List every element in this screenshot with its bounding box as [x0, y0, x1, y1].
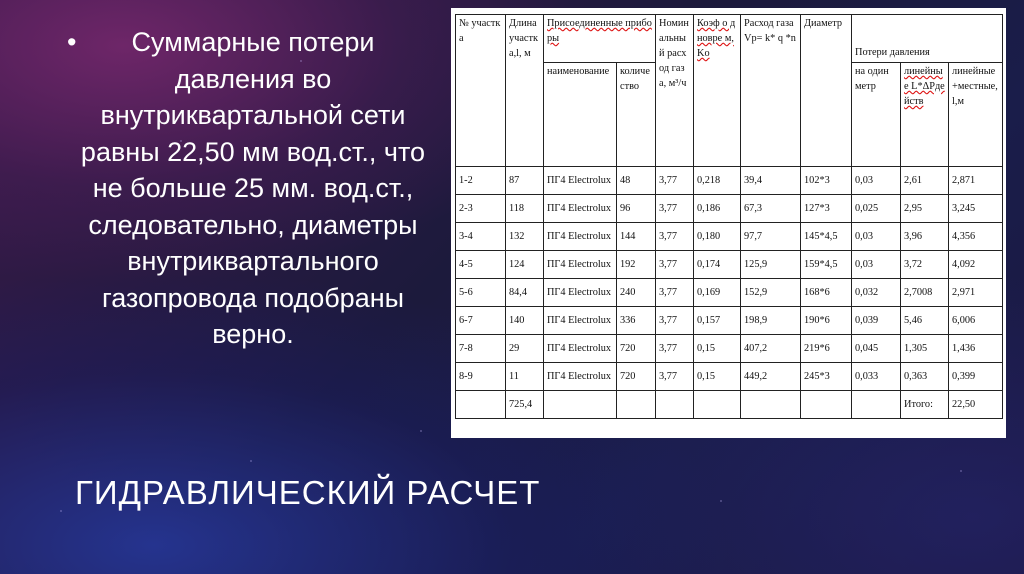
cell-coef: 0,15 [694, 363, 741, 391]
cell-device-count: 144 [617, 223, 656, 251]
header-coef-label: Коэф о дновре м,Ko [697, 18, 736, 59]
header-device-count: количество [617, 63, 656, 167]
header-diameter: Диаметр [801, 15, 852, 167]
cell-section: 5-6 [456, 279, 506, 307]
cell-coef: 0,180 [694, 223, 741, 251]
cell-length: 132 [506, 223, 544, 251]
cell-device-count: 720 [617, 363, 656, 391]
table-row [456, 223, 1003, 251]
cell-total: 3,245 [949, 195, 1003, 223]
cell-nominal: 3,77 [656, 307, 694, 335]
cell-nominal: 3,77 [656, 279, 694, 307]
cell-diameter: 245*3 [801, 363, 852, 391]
cell-empty [694, 391, 741, 419]
cell-flow: 97,7 [741, 223, 801, 251]
table-row [456, 195, 1003, 223]
cell-empty [456, 391, 506, 419]
cell-total: 2,971 [949, 279, 1003, 307]
cell-linear: 2,7008 [901, 279, 949, 307]
cell-empty [852, 391, 901, 419]
cell-length-sum: 725,4 [506, 391, 544, 419]
cell-device-name: ПГ4 Electrolux [544, 335, 617, 363]
hydraulic-calculation-table [455, 14, 1003, 419]
slide-title: ГИДРАВЛИЧЕСКИЙ РАСЧЕТ [75, 474, 541, 511]
cell-length: 87 [506, 167, 544, 195]
bullet-marker: • [67, 27, 77, 57]
cell-flow: 407,2 [741, 335, 801, 363]
header-losses: Потери давления [852, 15, 1003, 63]
cell-linear: 3,96 [901, 223, 949, 251]
table-row [456, 167, 1003, 195]
cell-device-count: 48 [617, 167, 656, 195]
cell-diameter: 102*3 [801, 167, 852, 195]
cell-device-count: 192 [617, 251, 656, 279]
summary-bullet [55, 24, 427, 353]
cell-per-meter: 0,045 [852, 335, 901, 363]
cell-flow: 449,2 [741, 363, 801, 391]
cell-section: 8-9 [456, 363, 506, 391]
cell-coef: 0,174 [694, 251, 741, 279]
cell-linear: 0,363 [901, 363, 949, 391]
cell-linear: 2,95 [901, 195, 949, 223]
cell-empty [656, 391, 694, 419]
cell-per-meter: 0,039 [852, 307, 901, 335]
cell-device-count: 720 [617, 335, 656, 363]
cell-device-count: 336 [617, 307, 656, 335]
cell-empty [544, 391, 617, 419]
cell-total: 4,092 [949, 251, 1003, 279]
cell-flow: 152,9 [741, 279, 801, 307]
table-row [456, 335, 1003, 363]
cell-length: 11 [506, 363, 544, 391]
cell-length: 140 [506, 307, 544, 335]
cell-total: 0,399 [949, 363, 1003, 391]
cell-flow: 125,9 [741, 251, 801, 279]
cell-nominal: 3,77 [656, 363, 694, 391]
cell-coef: 0,169 [694, 279, 741, 307]
header-loss-total: линейные+местные, l,м [949, 63, 1003, 167]
cell-device-name: ПГ4 Electrolux [544, 279, 617, 307]
cell-device-count: 240 [617, 279, 656, 307]
cell-section: 6-7 [456, 307, 506, 335]
header-loss-per-meter: на один метр [852, 63, 901, 167]
cell-total-value: 22,50 [949, 391, 1003, 419]
cell-nominal: 3,77 [656, 195, 694, 223]
cell-total: 2,871 [949, 167, 1003, 195]
cell-per-meter: 0,025 [852, 195, 901, 223]
cell-nominal: 3,77 [656, 223, 694, 251]
cell-total-label: Итого: [901, 391, 949, 419]
cell-diameter: 219*6 [801, 335, 852, 363]
cell-device-count: 96 [617, 195, 656, 223]
cell-diameter: 127*3 [801, 195, 852, 223]
cell-device-name: ПГ4 Electrolux [544, 167, 617, 195]
cell-per-meter: 0,033 [852, 363, 901, 391]
cell-empty [617, 391, 656, 419]
cell-diameter: 145*4,5 [801, 223, 852, 251]
header-devices [544, 15, 656, 63]
cell-coef: 0,186 [694, 195, 741, 223]
cell-empty [801, 391, 852, 419]
cell-device-name: ПГ4 Electrolux [544, 195, 617, 223]
header-devices-label: Присоединенные приборы [547, 18, 652, 44]
cell-length: 118 [506, 195, 544, 223]
cell-section: 7-8 [456, 335, 506, 363]
cell-device-name: ПГ4 Electrolux [544, 363, 617, 391]
cell-coef: 0,157 [694, 307, 741, 335]
cell-length: 124 [506, 251, 544, 279]
calculation-table-image [451, 8, 1006, 438]
cell-linear: 5,46 [901, 307, 949, 335]
cell-total: 6,006 [949, 307, 1003, 335]
cell-per-meter: 0,03 [852, 251, 901, 279]
cell-flow: 39,4 [741, 167, 801, 195]
cell-diameter: 190*6 [801, 307, 852, 335]
cell-diameter: 159*4,5 [801, 251, 852, 279]
cell-per-meter: 0,03 [852, 223, 901, 251]
cell-nominal: 3,77 [656, 335, 694, 363]
cell-device-name: ПГ4 Electrolux [544, 223, 617, 251]
header-flow: Расход газа Vр= k* q *n [741, 15, 801, 167]
table-row [456, 363, 1003, 391]
header-coef [694, 15, 741, 167]
cell-section: 2-3 [456, 195, 506, 223]
cell-empty [741, 391, 801, 419]
cell-section: 1-2 [456, 167, 506, 195]
cell-diameter: 168*6 [801, 279, 852, 307]
cell-total: 1,436 [949, 335, 1003, 363]
header-section: № участка [456, 15, 506, 167]
cell-section: 4-5 [456, 251, 506, 279]
cell-linear: 3,72 [901, 251, 949, 279]
cell-nominal: 3,77 [656, 251, 694, 279]
header-loss-linear-label: линейные L*ΔPдейств [904, 66, 945, 107]
summary-text: Суммарные потери давления во внутриквартальной сети равны 22,50 мм вод.ст., что не больше 25 мм. вод.ст., следовательно, диаметры внутриквартального газопровода подобраны верно. [80, 27, 426, 349]
header-length: Длина участка,l, м [506, 15, 544, 167]
table-row [456, 307, 1003, 335]
header-device-name: наименование [544, 63, 617, 167]
cell-nominal: 3,77 [656, 167, 694, 195]
cell-section: 3-4 [456, 223, 506, 251]
cell-device-name: ПГ4 Electrolux [544, 251, 617, 279]
table-total-row [456, 391, 1003, 419]
cell-total: 4,356 [949, 223, 1003, 251]
cell-length: 84,4 [506, 279, 544, 307]
cell-coef: 0,15 [694, 335, 741, 363]
header-loss-linear [901, 63, 949, 167]
header-nominal-flow: Номинальный расход газа, м³/ч [656, 15, 694, 167]
cell-length: 29 [506, 335, 544, 363]
cell-coef: 0,218 [694, 167, 741, 195]
cell-per-meter: 0,032 [852, 279, 901, 307]
cell-flow: 198,9 [741, 307, 801, 335]
cell-flow: 67,3 [741, 195, 801, 223]
cell-device-name: ПГ4 Electrolux [544, 307, 617, 335]
cell-per-meter: 0,03 [852, 167, 901, 195]
table-row [456, 251, 1003, 279]
table-row [456, 279, 1003, 307]
cell-linear: 2,61 [901, 167, 949, 195]
cell-linear: 1,305 [901, 335, 949, 363]
